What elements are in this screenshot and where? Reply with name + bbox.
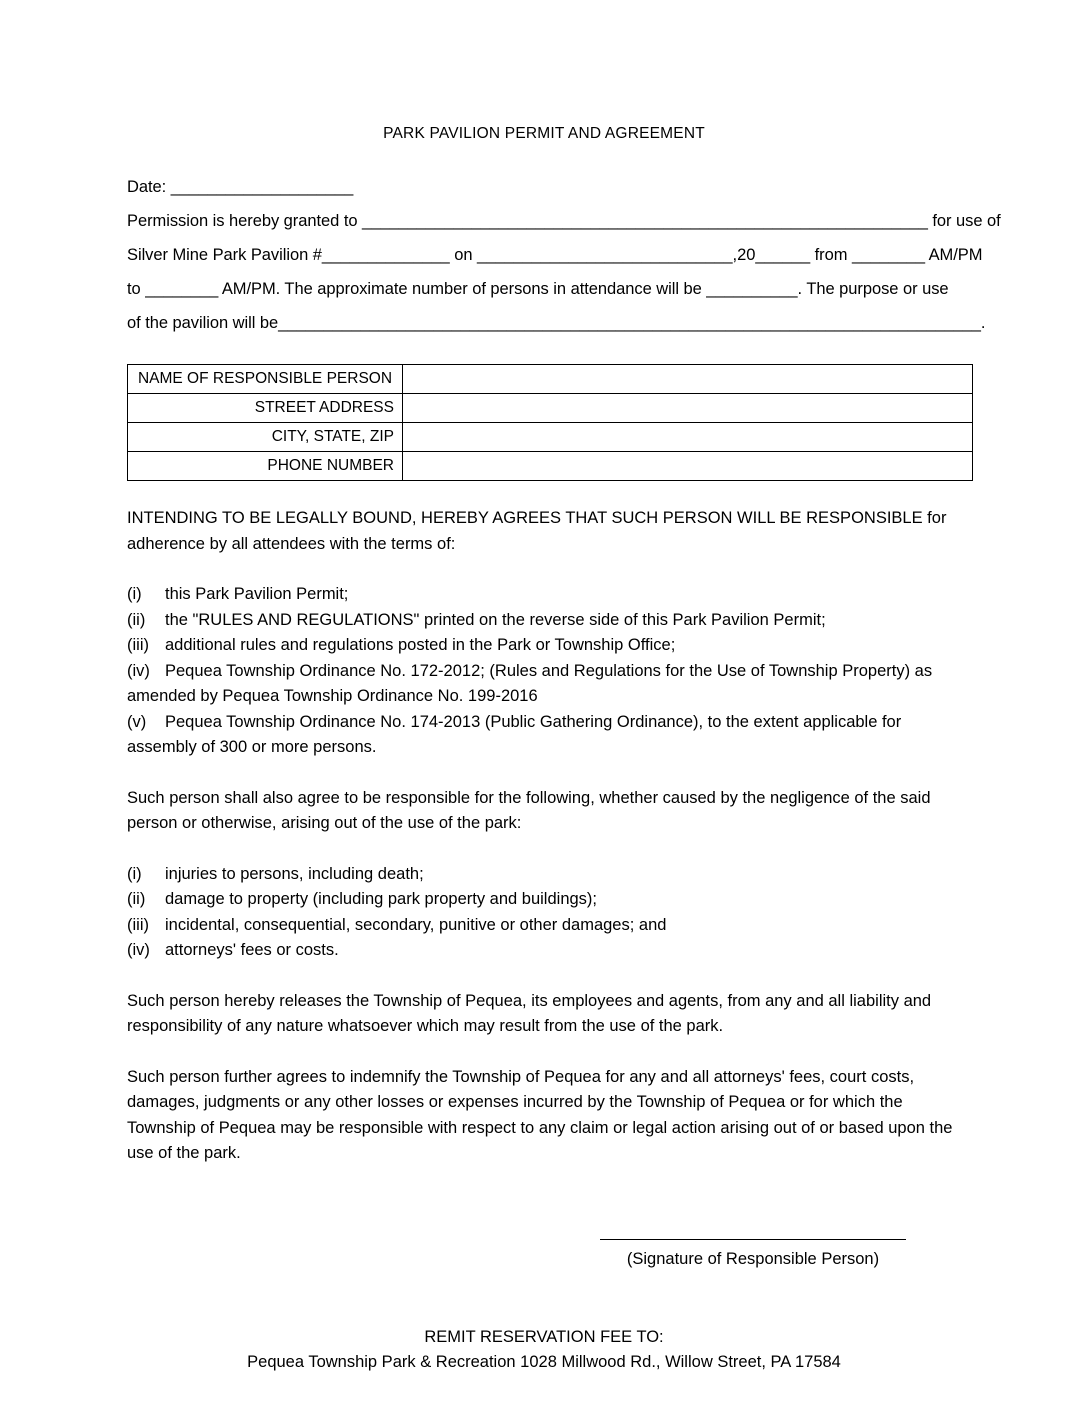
responsible-person-table-body	[128, 365, 973, 481]
signature-line[interactable]	[600, 1239, 906, 1240]
list-item-text: additional rules and regulations posted in the Park or Township Office;	[165, 636, 676, 654]
list-item	[127, 608, 961, 634]
list-item	[127, 582, 961, 608]
signature-caption: (Signature of Responsible Person)	[626, 1249, 880, 1268]
form-line-permission-granted-to[interactable]: Permission is hereby granted to ______________________________________________________________ for use of	[127, 212, 1001, 230]
list-item-number: (iv)	[127, 661, 150, 680]
table-cell-value-phone-number[interactable]	[403, 452, 973, 481]
form-line-attendance[interactable]: to ________ AM/PM. The approximate number of persons in attendance will be __________. The purpose or use	[127, 280, 949, 298]
list-item-number: (i)	[127, 864, 142, 883]
document-content	[127, 124, 1001, 1376]
list-item-text: Pequea Township Ordinance No. 174-2013 (Public Gathering Ordinance), to the extent applicable for assembly of 300 or more persons.	[127, 712, 902, 756]
list-item-text: this Park Pavilion Permit;	[165, 585, 349, 603]
list-item-text: Pequea Township Ordinance No. 172-2012; (Rules and Regulations for the Use of Township Property) as amended by Pequea Township Ordinance No. 199-2016	[127, 661, 933, 705]
list-item	[127, 938, 961, 964]
list-item-text: damage to property (including park property and buildings);	[165, 890, 597, 908]
list-item-text: attorneys' fees or costs.	[165, 941, 339, 959]
list-item	[127, 659, 961, 710]
table-cell-value-street-address[interactable]	[403, 394, 973, 423]
agreement-terms-list	[127, 582, 961, 761]
remit-address: Pequea Township Park & Recreation 1028 Millwood Rd., Willow Street, PA 17584	[247, 1353, 841, 1371]
table-row	[128, 365, 973, 394]
table-cell-label: PHONE NUMBER	[128, 452, 403, 481]
table-cell-value-city-state-zip[interactable]	[403, 423, 973, 452]
signature-block	[127, 1223, 961, 1289]
table-cell-label: NAME OF RESPONSIBLE PERSON	[128, 365, 403, 394]
form-line-date[interactable]: Date: ____________________	[127, 178, 354, 196]
responsibility-intro-paragraph: Such person shall also agree to be responsible for the following, whether caused by the negligence of the said person or otherwise, arising out of the use of the park:	[127, 788, 931, 832]
table-cell-value-name[interactable]	[403, 365, 973, 394]
agreement-intro-paragraph: INTENDING TO BE LEGALLY BOUND, HEREBY AGREES THAT SUCH PERSON WILL BE RESPONSIBLE for adherence by all attendees with the terms of:	[127, 509, 947, 553]
responsibility-items-list	[127, 862, 961, 964]
list-item-text: incidental, consequential, secondary, punitive or other damages; and	[165, 915, 667, 934]
table-row	[128, 452, 973, 481]
page-title: PARK PAVILION PERMIT AND AGREEMENT	[383, 125, 705, 142]
table-row	[128, 423, 973, 452]
list-item	[127, 633, 961, 659]
list-item-number: (ii)	[127, 890, 146, 908]
form-line-purpose-of-use[interactable]: of the pavilion will be_____________________________________________________________________________.	[127, 314, 986, 332]
list-item-number: (ii)	[127, 610, 146, 629]
list-item-number: (v)	[127, 712, 147, 731]
permit-form-block	[127, 170, 1001, 340]
list-item-number: (iii)	[127, 636, 149, 654]
responsible-person-table	[127, 364, 973, 481]
footer-block	[127, 1325, 961, 1376]
list-item-number: (iv)	[127, 941, 150, 959]
table-row	[128, 394, 973, 423]
release-paragraph: Such person hereby releases the Township of Pequea, its employees and agents, from any and all liability and responsibility of any nature whatsoever which may result from the use of the park.	[127, 991, 932, 1035]
list-item-text: injuries to persons, including death;	[165, 864, 424, 883]
form-line-pavilion-number-and-date[interactable]: Silver Mine Park Pavilion #______________ on ____________________________,20______ from ________ AM/PM	[127, 246, 983, 264]
remit-heading: REMIT RESERVATION FEE TO:	[424, 1327, 664, 1346]
list-item	[127, 887, 961, 913]
table-cell-label: STREET ADDRESS	[128, 394, 403, 423]
list-item	[127, 862, 961, 888]
table-cell-label: CITY, STATE, ZIP	[128, 423, 403, 452]
indemnity-paragraph: Such person further agrees to indemnify the Township of Pequea for any and all attorneys' fees, court costs, damages, judgments or any other losses or expenses incurred by the Township of Pequea or for which the Township of Pequea may be responsible with respect to any claim or legal action arising out of or based upon the use of the park.	[127, 1067, 953, 1162]
list-item	[127, 710, 961, 761]
list-item	[127, 913, 961, 939]
list-item-text: the "RULES AND REGULATIONS" printed on the reverse side of this Park Pavilion Permit;	[165, 610, 826, 629]
list-item-number: (iii)	[127, 915, 149, 934]
list-item-number: (i)	[127, 585, 142, 603]
